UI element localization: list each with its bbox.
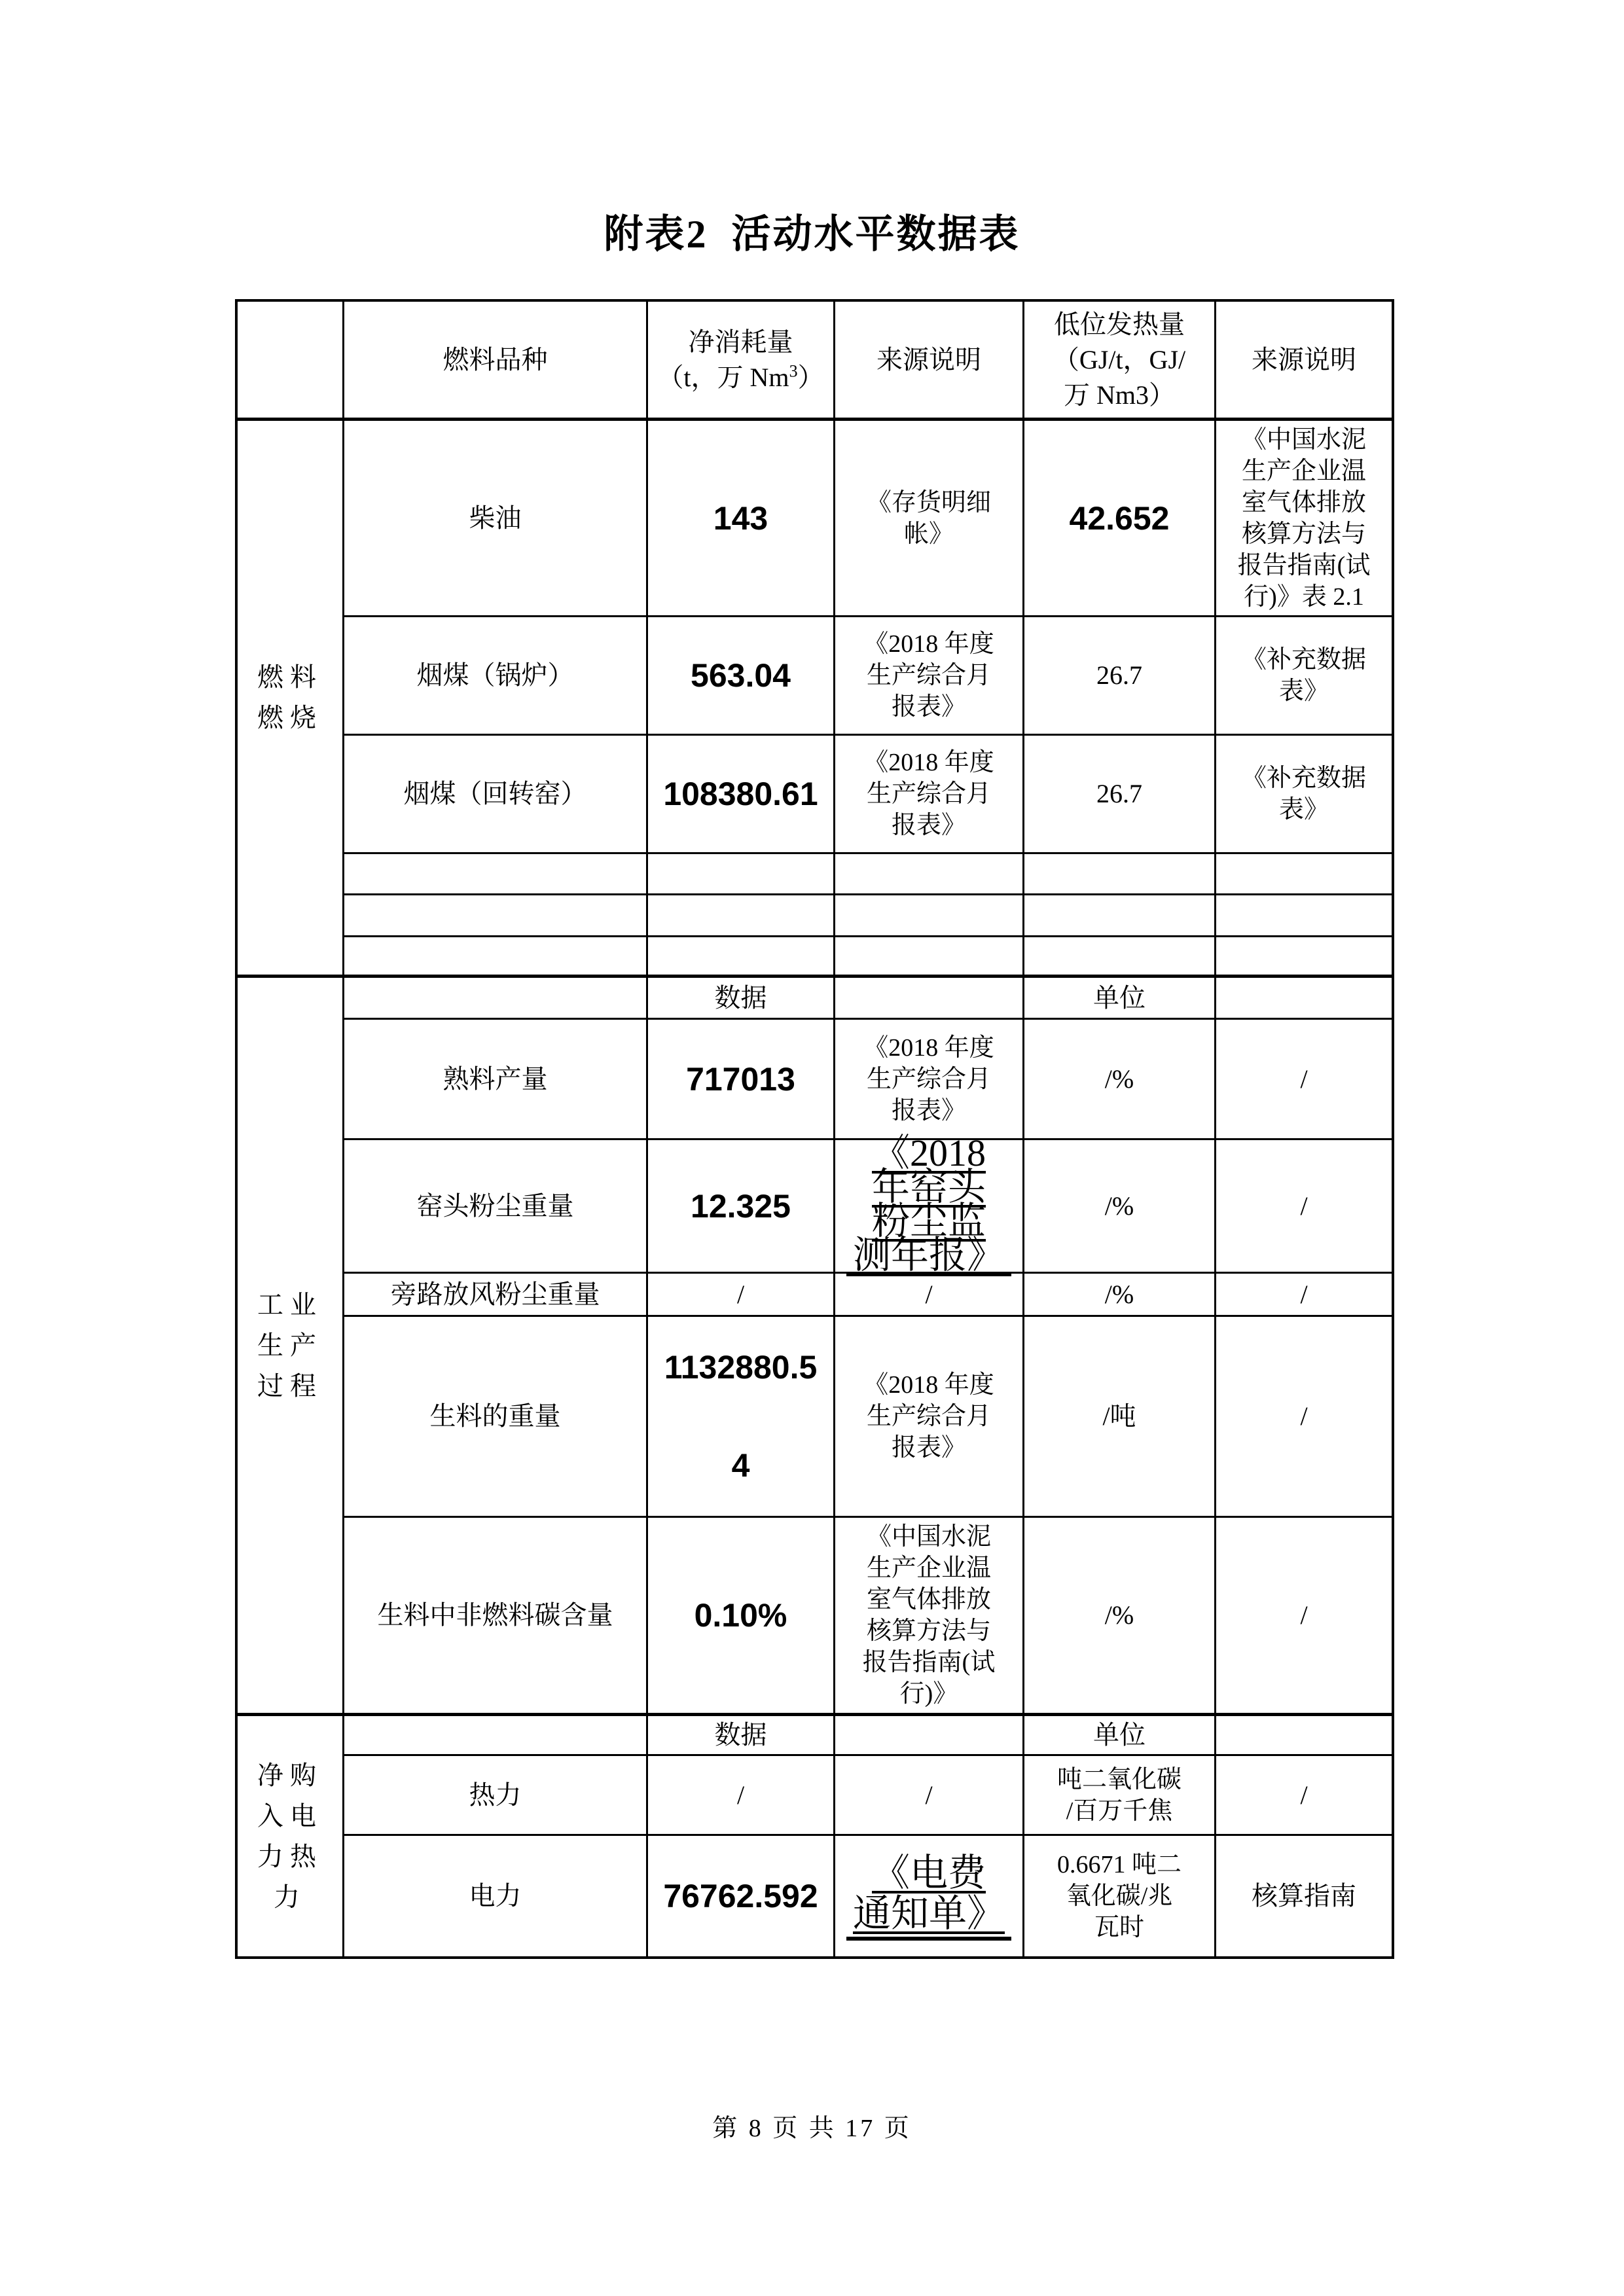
power-row-heat-source: /: [835, 1756, 1024, 1836]
power-subheader-unit: 单位: [1024, 1716, 1216, 1756]
power-subheader-empty: [1216, 1716, 1392, 1756]
industry-row-non-fuel-carbon-name: 生料中非燃料碳含量: [344, 1518, 648, 1716]
header-heating-value: 低位发热量 （GJ/t，GJ/ 万 Nm3）: [1024, 302, 1216, 421]
empty-cell: [648, 854, 835, 895]
industry-subheader-unit: 单位: [1024, 978, 1216, 1020]
power-row-electricity-name: 电力: [344, 1836, 648, 1956]
group-label-fuel-combustion: 燃料 燃烧: [238, 421, 344, 978]
industry-row-kiln-dust-source-cell: [835, 1132, 1024, 1276]
empty-cell: [344, 854, 648, 895]
kiln-dust-annual-report-citation: 《2018 年窑头 粉尘监 测年报》: [846, 1136, 1011, 1276]
fuel-row-kiln-coal-value: 108380.61: [648, 736, 835, 854]
industry-subheader-empty: [835, 978, 1024, 1020]
industry-row-bypass-dust-note: /: [1216, 1274, 1392, 1317]
industry-row-non-fuel-carbon-note: /: [1216, 1518, 1392, 1716]
power-row-heat-unit: 吨二氧化碳 /百万千焦: [1024, 1756, 1216, 1836]
power-row-heat-name: 热力: [344, 1756, 648, 1836]
industry-subheader-empty: [344, 978, 648, 1020]
power-row-electricity-value: 76762.592: [648, 1836, 835, 1956]
fuel-row-kiln-coal-heat-source: 《补充数据 表》: [1216, 736, 1392, 854]
industry-row-clinker-name: 熟料产量: [344, 1020, 648, 1140]
activity-data-table: [235, 299, 1394, 1959]
empty-cell: [1024, 854, 1216, 895]
empty-cell: [1216, 937, 1392, 978]
power-subheader-empty: [344, 1716, 648, 1756]
industry-row-bypass-dust-unit: /%: [1024, 1274, 1216, 1317]
industry-subheader-data: 数据: [648, 978, 835, 1020]
empty-cell: [648, 937, 835, 978]
industry-row-raw-meal-value: 1132880.5 4: [648, 1317, 835, 1518]
empty-cell: [344, 895, 648, 937]
industry-row-clinker-source: 《2018 年度 生产综合月 报表》: [835, 1020, 1024, 1140]
industry-row-non-fuel-carbon-unit: /%: [1024, 1518, 1216, 1716]
fuel-row-boiler-coal-name: 烟煤（锅炉）: [344, 617, 648, 736]
empty-cell: [648, 895, 835, 937]
fuel-row-boiler-coal-source: 《2018 年度 生产综合月 报表》: [835, 617, 1024, 736]
industry-row-clinker-note: /: [1216, 1020, 1392, 1140]
power-row-electricity-unit: 0.6671 吨二 氧化碳/兆 瓦时: [1024, 1836, 1216, 1956]
industry-row-kiln-dust-name: 窑头粉尘重量: [344, 1140, 648, 1274]
page-title: 附表2 活动水平数据表: [604, 213, 1020, 256]
fuel-row-diesel-value: 143: [648, 421, 835, 617]
power-subheader-data: 数据: [648, 1716, 835, 1756]
industry-row-raw-meal-source: 《2018 年度 生产综合月 报表》: [835, 1317, 1024, 1518]
fuel-row-diesel-source: 《存货明细 帐》: [835, 421, 1024, 617]
power-row-electricity-source-cell: [835, 1836, 1024, 1956]
superscript-3: 3: [789, 361, 798, 381]
empty-cell: [1216, 854, 1392, 895]
empty-cell: [1216, 895, 1392, 937]
industry-row-bypass-dust-value: /: [648, 1274, 835, 1317]
industry-row-non-fuel-carbon-source: 《中国水泥 生产企业温 室气体排放 核算方法与 报告指南(试 行)》: [835, 1518, 1024, 1716]
fuel-row-diesel-heat-source: 《中国水泥 生产企业温 室气体排放 核算方法与 报告指南(试 行)》表 2.1: [1216, 421, 1392, 617]
header-source-1: 来源说明: [835, 302, 1024, 421]
header-net-consumption-line1: 净消耗量: [688, 327, 793, 357]
industry-row-kiln-dust-note: /: [1216, 1140, 1392, 1274]
power-subheader-empty: [835, 1716, 1024, 1756]
header-source-2: 来源说明: [1216, 302, 1392, 421]
fuel-row-boiler-coal-heat: 26.7: [1024, 617, 1216, 736]
power-row-heat-value: /: [648, 1756, 835, 1836]
empty-cell: [344, 937, 648, 978]
header-net-consumption: [648, 302, 835, 421]
fuel-row-boiler-coal-heat-source: 《补充数据 表》: [1216, 617, 1392, 736]
header-net-consumption-line2: （t，万 Nm$^3$）: [657, 361, 824, 392]
power-row-electricity-note: 核算指南: [1252, 1881, 1356, 1910]
industry-row-bypass-dust-source: /: [835, 1274, 1024, 1317]
industry-row-kiln-dust-value: 12.325: [648, 1140, 835, 1274]
industry-subheader-empty: [1216, 978, 1392, 1020]
industry-row-raw-meal-note: /: [1216, 1317, 1392, 1518]
fuel-row-boiler-coal-value: 563.04: [648, 617, 835, 736]
empty-cell: [835, 895, 1024, 937]
empty-cell: [835, 854, 1024, 895]
header-empty-cell: [238, 302, 344, 421]
industry-row-clinker-unit: /%: [1024, 1020, 1216, 1140]
header-fuel-type: 燃料品种: [344, 302, 648, 421]
industry-row-non-fuel-carbon-value: 0.10%: [648, 1518, 835, 1716]
fuel-row-diesel-heat: 42.652: [1024, 421, 1216, 617]
empty-cell: [835, 937, 1024, 978]
group-label-industrial-process: 工业 生产 过程: [238, 978, 344, 1716]
fuel-row-kiln-coal-name: 烟煤（回转窑）: [344, 736, 648, 854]
electricity-bill-notice-citation: 《电费 通知单》: [846, 1853, 1011, 1941]
industry-row-bypass-dust-name: 旁路放风粉尘重量: [344, 1274, 648, 1317]
industry-row-raw-meal-name: 生料的重量: [344, 1317, 648, 1518]
fuel-row-kiln-coal-heat: 26.7: [1024, 736, 1216, 854]
empty-cell: [1024, 895, 1216, 937]
industry-row-raw-meal-unit: /吨: [1024, 1317, 1216, 1518]
industry-row-kiln-dust-unit: /%: [1024, 1140, 1216, 1274]
industry-row-clinker-value: 717013: [648, 1020, 835, 1140]
power-row-heat-note: /: [1216, 1756, 1392, 1836]
fuel-row-diesel-name: 柴油: [344, 421, 648, 617]
page-footer: 第 8 页 共 17 页: [712, 2115, 912, 2142]
empty-cell: [1024, 937, 1216, 978]
group-label-net-purchased-power-heat: 净购 入电 力热 力: [238, 1716, 344, 1956]
fuel-row-kiln-coal-source: 《2018 年度 生产综合月 报表》: [835, 736, 1024, 854]
